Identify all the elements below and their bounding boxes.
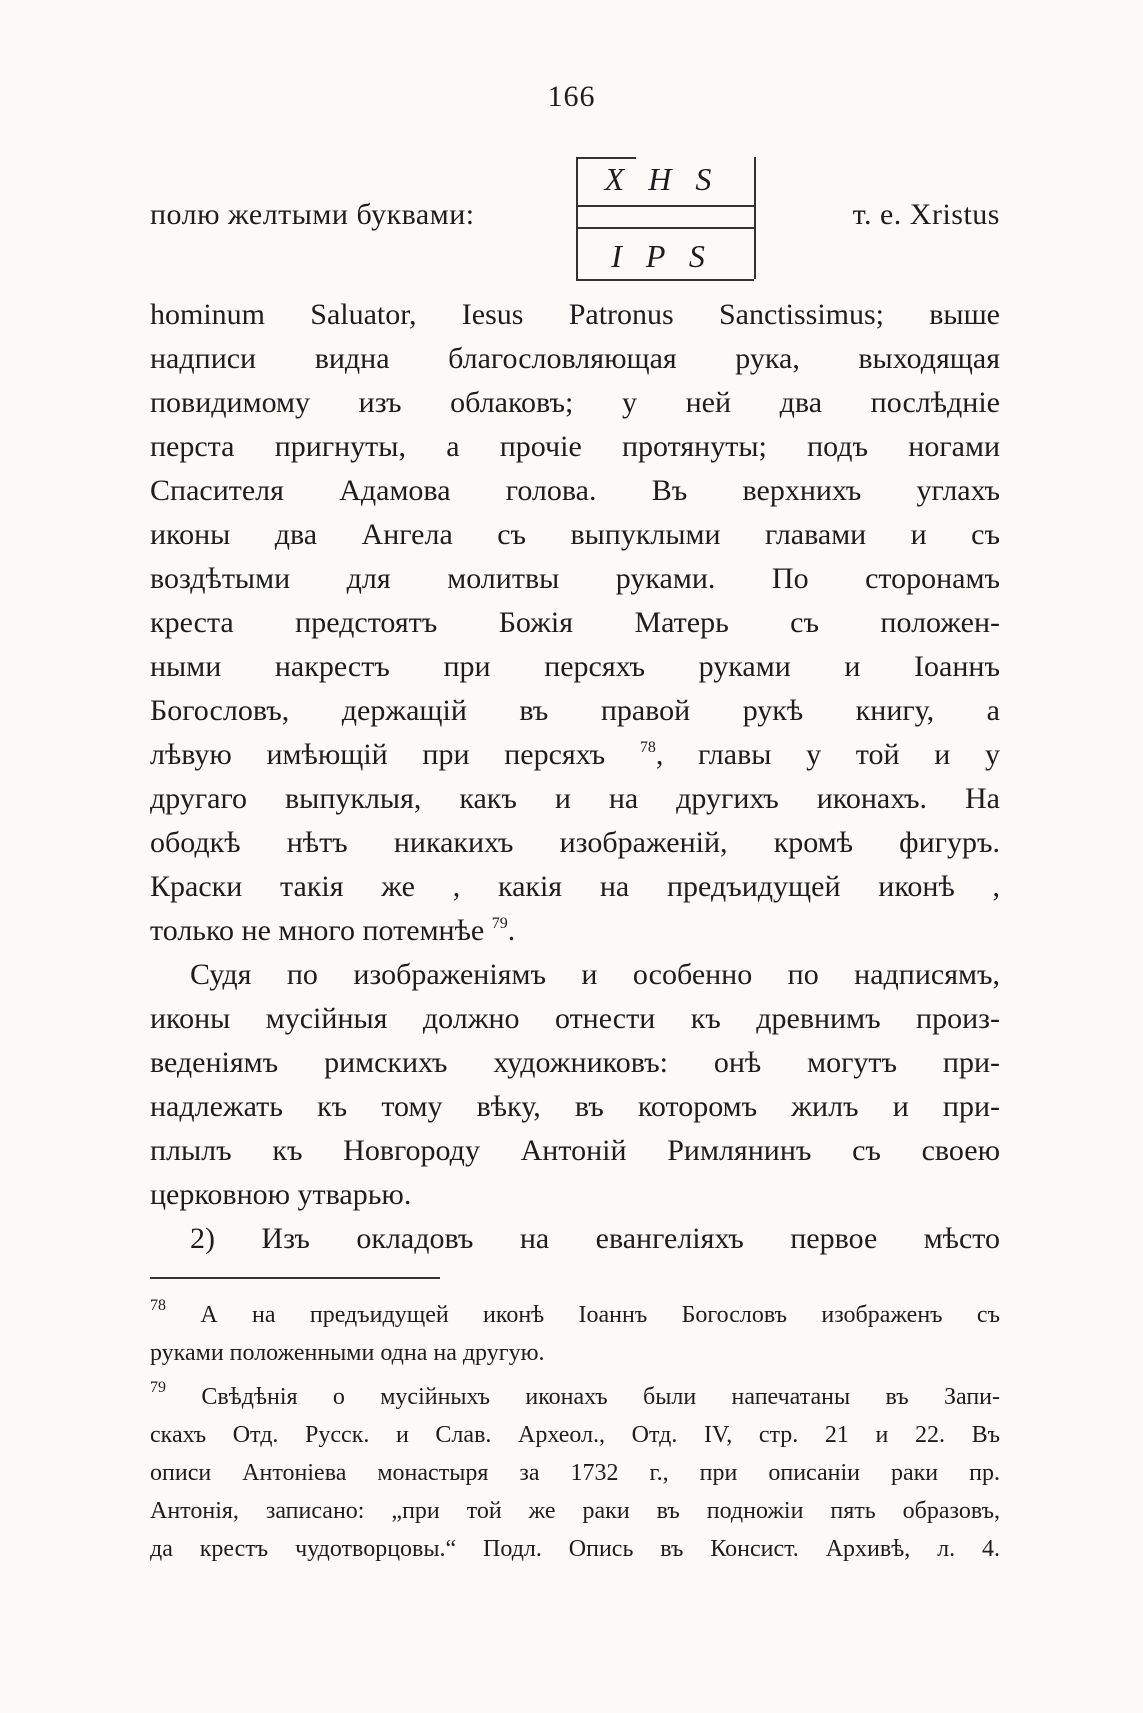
monogram-top-rule (576, 157, 636, 159)
text-fragment: , главы у той и у (655, 738, 1001, 771)
body-text (150, 293, 1000, 1261)
text-line: Спасителя Адамова голова. Въ верхнихъ углахъ (150, 474, 1000, 507)
text-line: Краски такія же , какія на предъидущей иконѣ , (150, 870, 1000, 903)
footnote-79-line: да крестъ чудотворцовы.“ Подл. Опись въ Консист. Архивѣ, л. 4. (150, 1536, 1000, 1562)
monogram-row-2: I P S (611, 238, 713, 274)
text-fragment: только не много потемнѣе (150, 914, 485, 947)
footnote-text: Свѣдѣнія о мусійныхъ иконахъ были напечатаны въ Запи- (201, 1384, 1000, 1410)
text-line: hominum Saluator, Iesus Patronus Sanctissimus; выше (150, 298, 1000, 331)
text-line: 2) Изъ окладовъ на евангеліяхъ первое мѣсто (190, 1222, 1000, 1255)
footnotes (150, 1296, 1000, 1568)
text-line: другаго выпуклыя, какъ и на другихъ иконахъ. На (150, 782, 1000, 815)
footnote-79-line (150, 1378, 1000, 1416)
text-line: воздѣтыми для молитвы руками. По сторонамъ (150, 562, 1000, 595)
footnote-separator (150, 1277, 440, 1279)
page-number: 166 (547, 80, 596, 113)
text-line (150, 909, 1000, 953)
text-line: перста пригнуты, а прочіе протянуты; подъ ногами (150, 430, 1000, 463)
monogram-row-1: X H S (604, 161, 720, 197)
text-line: надписи видна благословляющая рука, выходящая (150, 342, 1000, 375)
monogram-divider (576, 205, 754, 207)
text-line (150, 733, 1000, 777)
header-right-text: т. е. Xristus (852, 198, 1000, 231)
monogram-box (574, 155, 756, 285)
text-line: плылъ къ Новгороду Антоній Римлянинъ съ своею (150, 1134, 1000, 1167)
footnote-78-line: руками положенными одна на другую. (150, 1340, 545, 1366)
text-line: ными накрестъ при персяхъ руками и Іоаннъ (150, 650, 1000, 683)
text-line: надлежать къ тому вѣку, въ которомъ жилъ и при- (150, 1090, 1000, 1123)
footnote-number-79: 79 (150, 1379, 166, 1396)
footnote-78-line (150, 1296, 1000, 1334)
text-line: креста предстоятъ Божія Матерь съ положен- (150, 606, 1000, 639)
text-fragment: . (507, 914, 516, 947)
text-line: Богословъ, держащій въ правой рукѣ книгу, а (150, 694, 1000, 727)
text-line: иконы два Ангела съ выпуклыми главами и съ (150, 518, 1000, 551)
footnote-text: А на предъидущей иконѣ Іоаннъ Богословъ изображенъ съ (200, 1302, 1000, 1328)
monogram-bottom-rule (576, 279, 754, 281)
text-line: повидимому изъ облаковъ; у ней два послѣдніе (150, 386, 1000, 419)
text-line: церковною утварью. (150, 1178, 412, 1211)
text-line: веденіямъ римскихъ художниковъ: онѣ могутъ при- (150, 1046, 1000, 1079)
footnote-79-line: описи Антоніева монастыря за 1732 г., при описаніи раки пр. (150, 1460, 1000, 1486)
text-line: ободкѣ нѣтъ никакихъ изображеній, кромѣ фигуръ. (150, 826, 1000, 859)
footnote-ref-79: 79 (491, 915, 508, 932)
monogram-divider (576, 227, 754, 229)
header-left-text: полю желтыми буквами: (150, 198, 475, 231)
footnote-ref-78: 78 (639, 739, 656, 756)
text-line: Судя по изображеніямъ и особенно по надписямъ, (190, 958, 1000, 991)
footnote-79-line: Антонія, записано: „при той же раки въ подножіи пять образовъ, (150, 1498, 1000, 1524)
footnote-number-78: 78 (150, 1297, 166, 1314)
text-fragment: лѣвую имѣющій при персяхъ (150, 738, 606, 771)
text-line: иконы мусійныя должно отнести къ древнимъ произ- (150, 1002, 1000, 1035)
footnote-79-line: скахъ Отд. Русск. и Слав. Археол., Отд. IV, стр. 21 и 22. Въ (150, 1422, 1000, 1448)
